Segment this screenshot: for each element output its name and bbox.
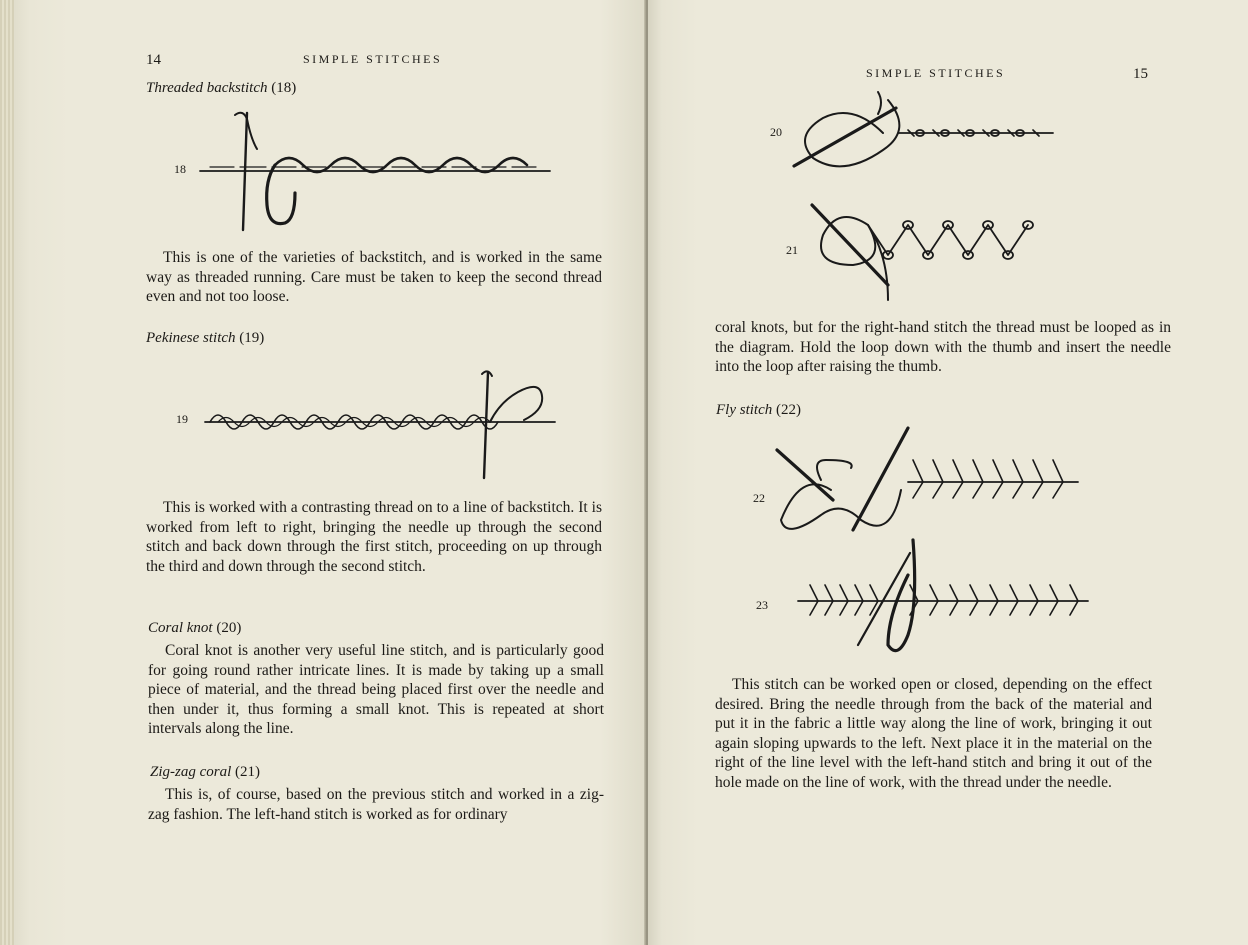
section-heading-coral-knot (148, 620, 241, 637)
section-text (148, 785, 604, 824)
running-head: SIMPLE STITCHES (866, 66, 1006, 80)
heading-figure-ref: (19) (239, 330, 265, 346)
heading-title: Fly stitch (716, 402, 773, 418)
heading-title: Coral knot (148, 620, 213, 636)
paragraph: This is one of the varieties of backstitch, and is worked in the same way as threaded running. Care must be taken to keep the second thread even and not too loose. (146, 249, 602, 305)
figure-number: 21 (786, 243, 798, 257)
figure-number: 23 (756, 598, 768, 612)
coral-knot-diagram-icon (788, 88, 1058, 178)
paragraph: This stitch can be worked open or closed, depending on the effect desired. Bring the needle through from the back of the material and put it in the fabric a little way along the line of work, bringing it out again sloping upwards to the left. Next place it in the material on the right of the line level with the left-hand stitch and bring it out of the hole made on the line of work, with the thread under the needle. (715, 676, 1152, 791)
section-text (146, 498, 602, 576)
page-edges (0, 0, 14, 945)
figure-number: 19 (176, 412, 188, 426)
heading-title: Zig-zag coral (150, 764, 232, 780)
section-heading-pekinese-stitch (146, 330, 264, 347)
heading-figure-ref: (18) (271, 80, 297, 96)
section-heading-threaded-backstitch (146, 80, 296, 97)
paragraph: This is, of course, based on the previous stitch and worked in a zig-zag fashion. The left-hand stitch is worked as for ordinary (148, 786, 604, 823)
heading-title: Threaded backstitch (146, 80, 268, 96)
running-head: SIMPLE STITCHES (303, 52, 443, 66)
heading-figure-ref: (20) (216, 620, 242, 636)
right-page (648, 0, 1248, 945)
paragraph: coral knots, but for the right-hand stitch the thread must be looped as in the diagram. Hold the loop down with the thumb and insert the needle into the loop after raising the thumb. (715, 319, 1171, 375)
figure-number: 20 (770, 125, 782, 139)
zigzag-coral-diagram-icon (808, 195, 1058, 305)
threaded-backstitch-diagram-icon (195, 105, 555, 235)
figure-number: 22 (753, 491, 765, 505)
page-number: 15 (1133, 66, 1148, 82)
heading-figure-ref: (21) (235, 764, 261, 780)
section-heading-zigzag-coral (150, 764, 260, 781)
heading-title: Pekinese stitch (146, 330, 236, 346)
figure-number: 18 (174, 162, 186, 176)
fly-stitch-closed-diagram-icon (798, 535, 1098, 660)
section-text (148, 641, 604, 739)
section-text (146, 248, 602, 307)
paragraph: This is worked with a contrasting thread on to a line of backstitch. It is worked from left to right, bringing the needle up through the second stitch and back down through the first stitch, proceeding on up through the third and down through the second stitch. (146, 499, 602, 575)
fly-stitch-open-diagram-icon (773, 420, 1083, 540)
page-number: 14 (146, 52, 161, 68)
section-text (715, 675, 1152, 792)
section-heading-fly-stitch (716, 402, 801, 419)
paragraph: Coral knot is another very useful line stitch, and is particularly good for going round rather intricate lines. It is made by taking up a small piece of material, and the thread being placed first over the needle and then under it, thus forming a small knot. This is repeated at short intervals along the line. (148, 642, 604, 737)
continuation-text (715, 318, 1171, 377)
pekinese-stitch-diagram-icon (200, 360, 560, 480)
heading-figure-ref: (22) (776, 402, 801, 418)
